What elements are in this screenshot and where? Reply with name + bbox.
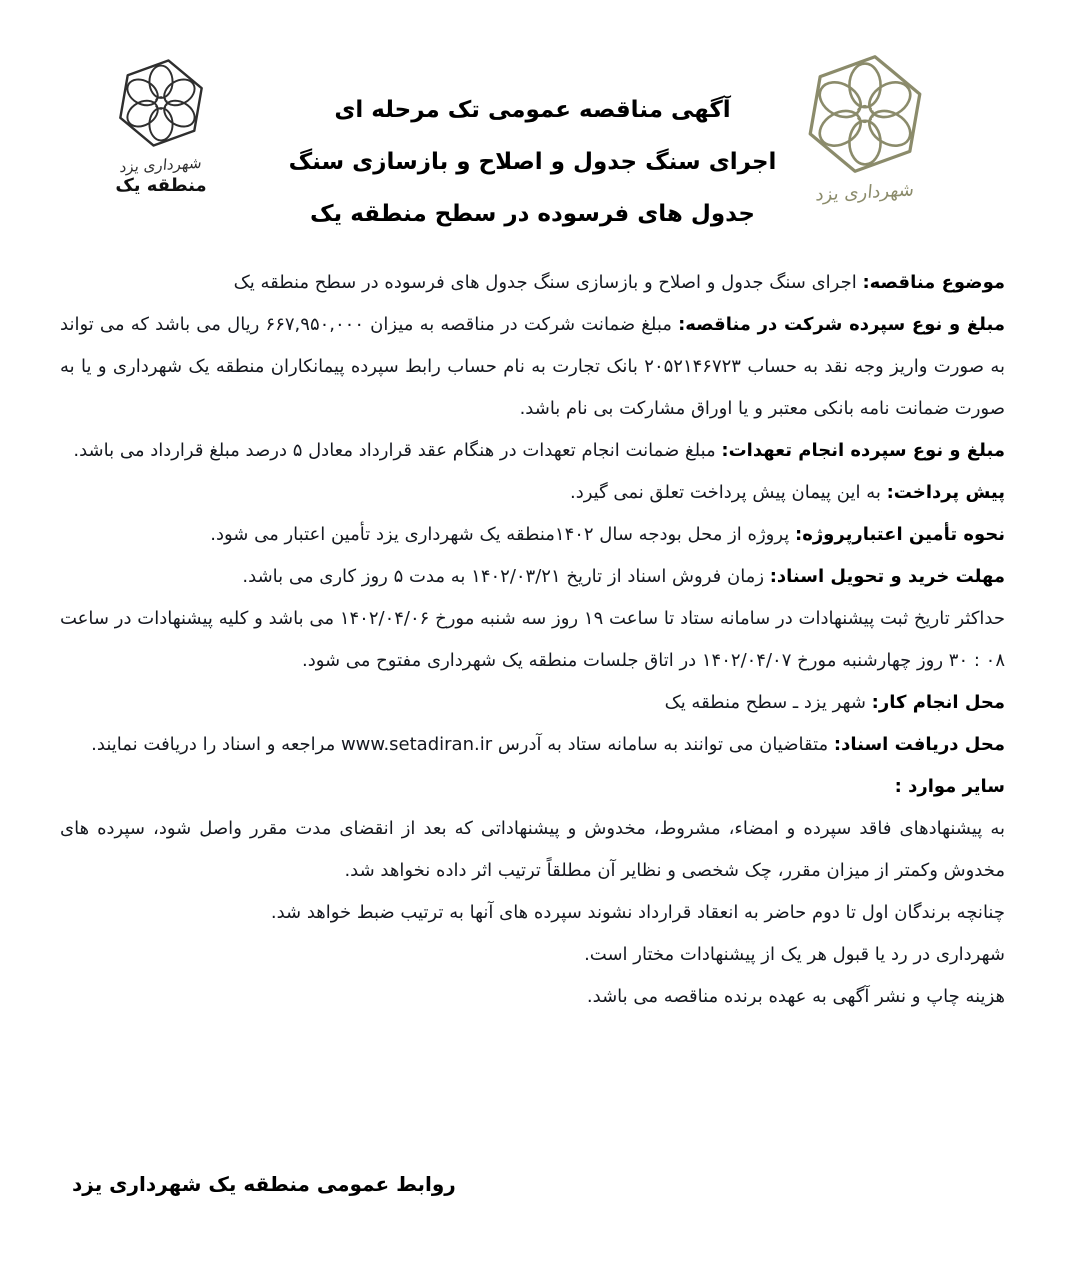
notice-title <box>0 84 1065 240</box>
notice-title-line-2: اجرای سنگ جدول و اصلاح و بازسازی سنگ <box>288 149 777 175</box>
footer-signature: روابط عمومی منطقه یک شهرداری یزد <box>72 1172 456 1196</box>
paragraph-municipality-discretion <box>60 934 1005 976</box>
paragraph-label: نحوه تأمین اعتبارپروژه: <box>795 524 1005 545</box>
paragraph-label: پیش پرداخت: <box>886 482 1005 503</box>
paragraph-funding-source <box>60 514 1005 556</box>
paragraph-text: پروژه از محل بودجه سال ۱۴۰۲منطقه یک شهرداری یزد تأمین اعتبار می شود. <box>210 524 795 545</box>
paragraph-text: شهرداری در رد یا قبول هر یک از پیشنهادات مختار است. <box>584 944 1005 965</box>
paragraph-label: موضوع مناقصه: <box>862 272 1005 293</box>
paragraph-text: حداکثر تاریخ ثبت پیشنهادات در سامانه ستاد تا ساعت ۱۹ روز سه شنبه مورخ ۱۴۰۲/۰۴/۰۶ می باشد و کلیه پیشنهادات در ساعت ۰۸ : ۳۰ روز چهارشنبه مورخ ۱۴۰۲/۰۴/۰۷ در اتاق جلسات منطقه یک شهرداری مفتوح می شود. <box>60 608 1006 671</box>
paragraph-text: به پیشنهادهای فاقد سپرده و امضاء، مشروط، مخدوش و پیشنهاداتی که بعد از انقضای مدت مقرر واصل شود، سپرده های مخدوش وکمتر از میزان مقرر، چک شخصی و نظایر آن مطلقاً ترتیب اثر داده نخواهد شد. <box>60 818 1005 881</box>
paragraph-performance-deposit <box>60 430 1005 472</box>
paragraph-label: سایر موارد : <box>894 776 1005 797</box>
paragraph-label: مبلغ و نوع سپرده شرکت در مناقصه: <box>678 314 1005 335</box>
paragraph-text: اجرای سنگ جدول و اصلاح و بازسازی سنگ جدول های فرسوده در سطح منطقه یک <box>233 272 863 293</box>
logo-org-name: شهرداری یزد <box>814 179 916 206</box>
paragraph-label: محل دریافت اسناد: <box>833 734 1005 755</box>
logo-district-label: منطقه یک <box>115 175 207 196</box>
paragraph-label: مبلغ و نوع سپرده انجام تعهدات: <box>721 440 1005 461</box>
paragraph-text: شهر یزد ـ سطح منطقه یک <box>664 692 872 713</box>
paragraph-text: چنانچه برندگان اول تا دوم حاضر به انعقاد قرارداد نشوند سپرده های آنها به ترتیب ضبط خواهد شد. <box>270 902 1005 923</box>
paragraph-label: مهلت خرید و تحویل اسناد: <box>769 566 1005 587</box>
paragraph-text: مبلغ ضمانت انجام تعهدات در هنگام عقد قرارداد معادل ۵ درصد مبلغ قرارداد می باشد. <box>73 440 722 461</box>
paragraph-text: زمان فروش اسناد از تاریخ ۱۴۰۲/۰۳/۲۱ به مدت ۵ روز کاری می باشد. <box>242 566 770 587</box>
paragraph-purchase-deadline <box>60 556 1005 598</box>
heading-other-items <box>60 766 1005 808</box>
paragraph-winners-forfeit <box>60 892 1005 934</box>
paragraph-text: متقاضیان می توانند به سامانه ستاد به آدرس <box>492 734 834 755</box>
paragraph-text: به این پیمان پیش پرداخت تعلق نمی گیرد. <box>569 482 887 503</box>
paragraph-bid-deposit <box>60 304 1005 430</box>
paragraph-text: مراجعه و اسناد را دریافت نمایند. <box>91 734 341 755</box>
paragraph-subject <box>60 262 1005 304</box>
notice-body <box>60 262 1005 1018</box>
setadiran-url: www.setadiran.ir <box>340 734 493 755</box>
paragraph-label: محل انجام کار: <box>871 692 1005 713</box>
paragraph-document-location <box>60 724 1005 766</box>
paragraph-text: مبلغ ضمانت شرکت در مناقصه به میزان ۶۶۷,۹۵۰,۰۰۰ ریال می باشد که می تواند به صورت واریز وجه نقد به حساب ۲۰۵۲۱۴۶۷۲۳ بانک تجارت به نام حساب رابط سپرده پیمانکاران منطقه یک شهرداری و یا به صورت ضمانت نامه بانکی معتبر و یا اوراق مشارکت بی نام باشد. <box>60 314 1005 419</box>
notice-title-line-1: آگهی مناقصه عمومی تک مرحله ای <box>334 97 731 123</box>
paragraph-advance-payment <box>60 472 1005 514</box>
notice-title-line-3: جدول های فرسوده در سطح منطقه یک <box>310 201 755 227</box>
paragraph-invalid-proposals <box>60 808 1005 892</box>
paragraph-submission-opening <box>60 598 1005 682</box>
paragraph-ad-cost <box>60 976 1005 1018</box>
paragraph-text: هزینه چاپ و نشر آگهی به عهده برنده مناقصه می باشد. <box>586 986 1005 1007</box>
logo-org-name: شهرداری یزد <box>119 153 203 177</box>
paragraph-work-location <box>60 682 1005 724</box>
